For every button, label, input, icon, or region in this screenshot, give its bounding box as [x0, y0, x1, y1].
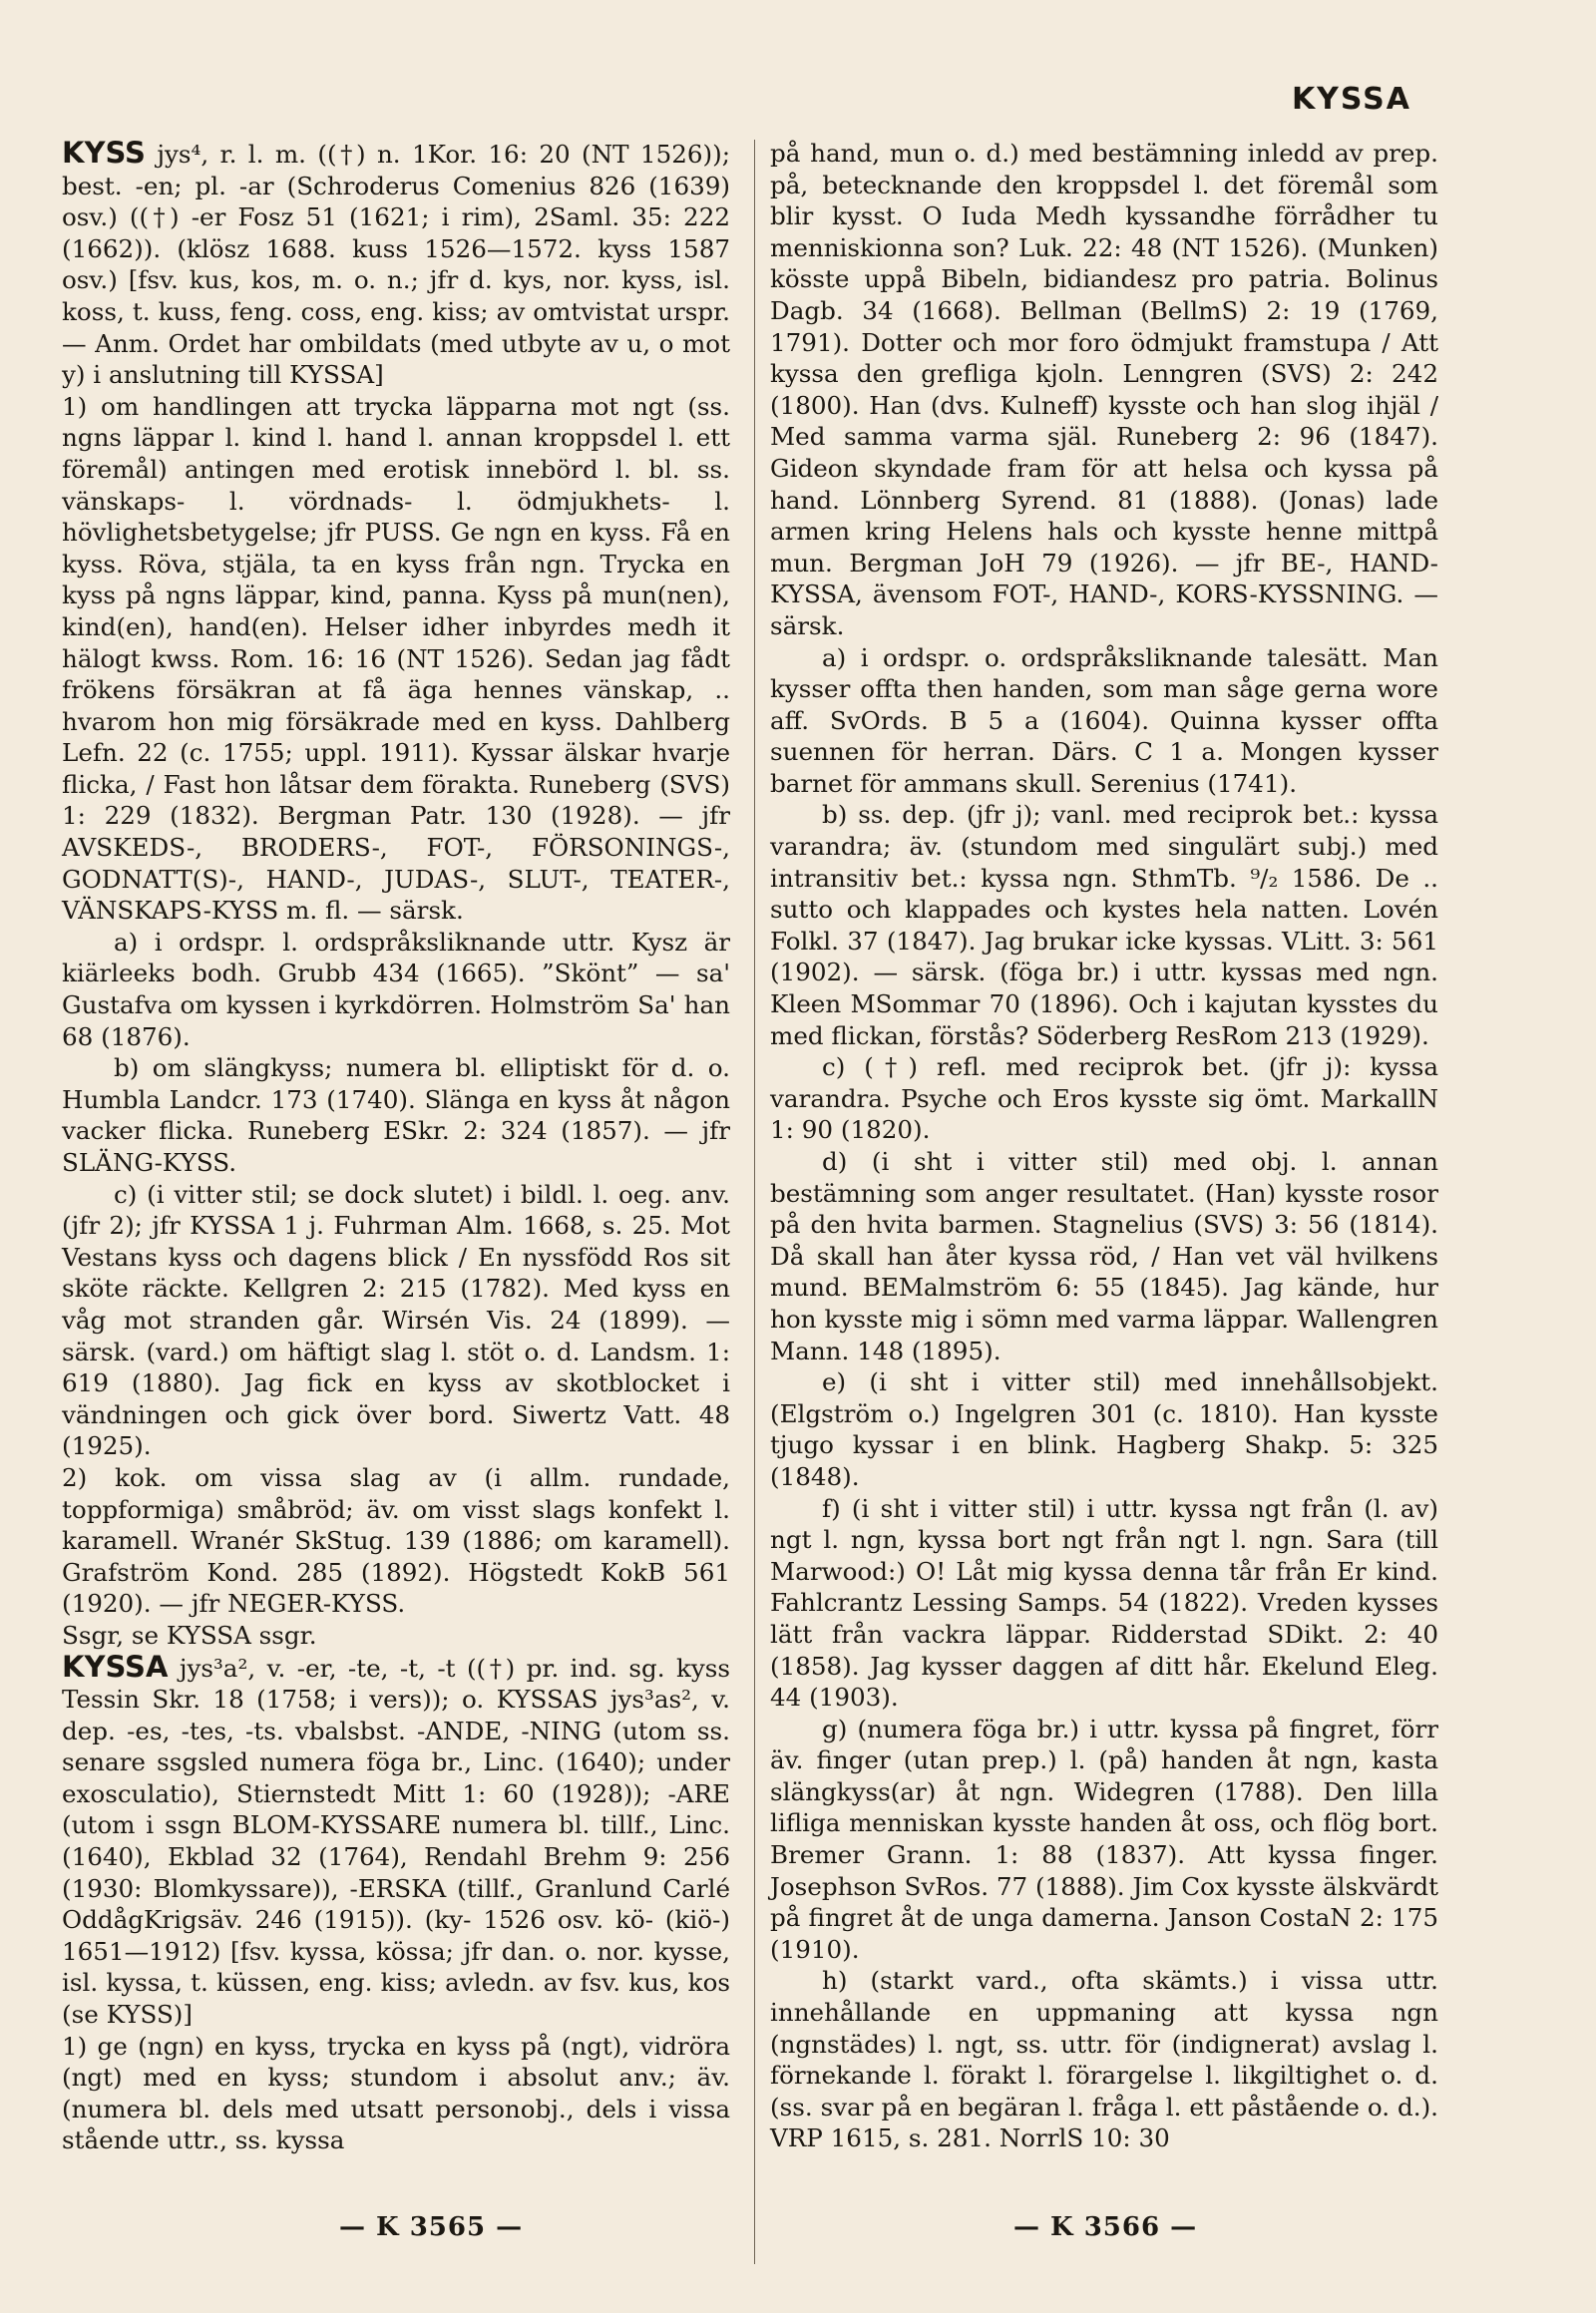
entry-kyss-sense-1: 1) om handlingen att trycka läpparna mot ngt (ss. ngns läppar l. kind l. hand l. annan kroppsdel l. ett föremål) antingen med erotisk innebörd l. bl. ss. vänskaps- l. vördnads- l. ödmjukhets- l. hövlighetsbetygelse; jfr PUSS. Ge ngn en kyss. Få en kyss. Röva, stjäla, ta en kyss från ngn. Trycka en kyss på ngns läppar, kind, panna. Kyss på mun(nen), kind(en), hand(en). Helser idher inbyrdes medh it hälogt kwss. Rom. 16: 16 (NT 1526). Sedan jag fådt frökens försäkran at få äga hennes vänskap, .. hvarom hon mig försäkrade med en kyss. Dahlberg Lefn. 22 (c. 1755; uppl. 1911). Kyssar älskar hvarje flicka, / Fast hon låtsar dem förakta. Runeberg (SVS) 1: 229 (1832). Bergman Patr. 130 (1928). — jfr AVSKEDS-, BRODERS-, FOT-, FÖRSONINGS-, GODNATT(S)-, HAND-, JUDAS-, SLUT-, TEATER-, VÄNSKAPS-KYSS m. fl. — särsk.	[62, 391, 730, 926]
entry-kyssa-sense-1h: h) (starkt vard., ofta skämts.) i vissa uttr. innehållande en uppmaning att kyssa ngn (ngnstädes) l. ngt, ss. uttr. för (indignerat) avslag l. förnekande l. förakt l. förargelse l. likgiltighet o. d. (ss. svar på en begäran l. fråga l. ett påstående o. d.). VRP 1615, s. 281. NorrlS 10: 30	[770, 1966, 1438, 2153]
entry-kyss-etymology: jys⁴, r. l. m. ((†) n. 1Kor. 16: 20 (NT 1526)); best. -en; pl. -ar (Schroderus Comenius 826 (1639) osv.) ((†) -er Fosz 51 (1621; i rim), 2Saml. 35: 222 (1662)). (klösz 1688. kuss 1526—1572. kyss 1587 osv.) [fsv. kus, kos, m. o. n.; jfr d. kys, nor. kyss, isl. koss, t. kuss, feng. coss, eng. kiss; av omtvistat urspr. — Anm. Ordet har ombildats (med utbyte av u, o mot y) i anslutning till KYSSA]	[62, 140, 730, 390]
running-head: KYSSA	[1291, 82, 1411, 117]
right-page-number: — K 3566 —	[1013, 2212, 1198, 2242]
entry-kyssa-sense-1a: a) i ordspr. o. ordspråksliknande talesätt. Man kysser offta then handen, som man såge gerna wore aff. SvOrds. B 5 a (1604). Quinna kysser offta suennen för herran. Därs. C 1 a. Mongen kysser barnet för ammans skull. Serenius (1741).	[770, 642, 1438, 798]
entry-kyss-compounds: Ssgr, se KYSSA ssgr.	[62, 1620, 317, 1650]
entry-kyssa-sense-1: 1) ge (ngn) en kyss, trycka en kyss på (ngt), vidröra (ngt) med en kyss; stundom i absolut anv.; äv. (numera bl. dels med utsatt personobj., dels i vissa stående uttr., ss. kyssa	[62, 2031, 730, 2155]
left-page-number: — K 3565 —	[339, 2212, 524, 2242]
column-divider	[754, 140, 755, 2264]
headword-kyss: KYSS	[62, 136, 146, 170]
entry-kyssa-etymology: jys³a², v. -er, -te, -t, -t ((†) pr. ind. sg. kyss Tessin Skr. 18 (1758; i vers)); o. KYSSAS jys³as², v. dep. -es, -tes, -ts. vbalsbst. -ANDE, -NING (utom ss. senare ssgsled numera föga br., Linc. (1640); under exosculatio), Stiernstedt Mitt 1: 60 (1928)); -ARE (utom i ssgn BLOM-KYSSARE numera bl. tillf., Linc. (1640), Ekblad 32 (1764), Rendahl Brehm 9: 256 (1930: Blomkyssare)), -ERSKA (tillf., Granlund Carlé OddågKrigsäv. 246 (1915)). (ky- 1526 osv. kö- (kiö-) 1651—1912) [fsv. kyssa, kössa; jfr dan. o. nor. kysse, isl. kyssa, t. küssen, eng. kiss; avledn. av fsv. kus, kos (se KYSS)]	[62, 1653, 730, 2030]
entry-kyssa-sense-1b: b) ss. dep. (jfr j); vanl. med reciprok bet.: kyssa varandra; äv. (stundom med singulärt subj.) med intransitiv bet.: kyssa ngn. SthmTb. ⁹/₂ 1586. De .. sutto och klappades och kystes hela natten. Lovén Folkl. 37 (1847). Jag brukar icke kyssas. VLitt. 3: 561 (1902). — särsk. (föga br.) i uttr. kyssas med ngn. Kleen MSommar 70 (1896). Och i kajutan kysstes du med flickan, förstås? Söderberg ResRom 213 (1929).	[770, 800, 1438, 1050]
headword-kyssa: KYSSA	[62, 1649, 169, 1684]
entry-kyssa-head	[62, 1649, 730, 2031]
entry-kyssa-sense-1c: c) (†) refl. med reciprok bet. (jfr j): kyssa varandra. Psyche och Eros kysste sig ömt. MarkallN 1: 90 (1820).	[770, 1052, 1438, 1145]
entry-kyssa-sense-1g: g) (numera föga br.) i uttr. kyssa på fingret, förr äv. finger (utan prep.) l. (på) handen åt ngn, kasta slängkyss(ar) åt ngn. Widegren (1788). Den lilla lifliga menniskan kysste handen åt oss, och flög bort. Bremer Grann. 1: 88 (1837). Att kyssa finger. Josephson SvRos. 77 (1888). Jim Cox kysste älskvärdt på fingret åt de unga damerna. Janson CostaN 2: 175 (1910).	[770, 1714, 1438, 1964]
entry-kyssa-sense-1d: d) (i sht i vitter stil) med obj. l. annan bestämning som anger resultatet. (Han) kysste rosor på den hvita barmen. Stagnelius (SVS) 3: 56 (1814). Då skall han åter kyssa röd, / Han vet väl hvilkens mund. BEMalmström 6: 55 (1845). Jag kände, hur hon kysste mig i sömn med varma läppar. Wallengren Mann. 148 (1895).	[770, 1147, 1438, 1365]
entry-kyss-sense-2: 2) kok. om vissa slag av (i allm. rundade, toppformiga) småbröd; äv. om visst slags konfekt l. karamell. Wranér SkStug. 139 (1886; om karamell). Grafström Kond. 285 (1892). Högstedt KokB 561 (1920). — jfr NEGER-KYSS.	[62, 1462, 730, 1619]
entry-kyss-sense-1c: c) (i vitter stil; se dock slutet) i bildl. l. oeg. anv. (jfr 2); jfr KYSSA 1 j. Fuhrman Alm. 1668, s. 25. Mot Vestans kyss och dagens blick / En nyssfödd Ros sit sköte räckte. Kellgren 2: 215 (1782). Med kyss en våg mot stranden går. Wirsén Vis. 24 (1899). — särsk. (vard.) om häftigt slag l. stöt o. d. Landsm. 1: 619 (1880). Jag fick en kyss av skotblocket i vändningen och gick över bord. Siwertz Vatt. 48 (1925).	[62, 1179, 730, 1461]
entry-kyssa-sense-1f: f) (i sht i vitter stil) i uttr. kyssa ngt från (l. av) ngt l. ngn, kyssa bort ngt från ngt l. ngn. Sara (till Marwood:) O! Låt mig kyssa denna tår från Er kind. Fahlcrantz Lessing Samps. 54 (1822). Vreden kysses lätt från vackra läppar. Ridderstad SDikt. 2: 40 (1858). Jag kysser daggen af ditt hår. Ekelund Eleg. 44 (1903).	[770, 1493, 1438, 1713]
entry-kyss-sense-1a: a) i ordspr. l. ordspråksliknande uttr. Kysz är kiärleeks bodh. Grubb 434 (1665). ”Skönt” — sa' Gustafva om kyssen i kyrkdörren. Holmström Sa' han 68 (1876).	[62, 927, 730, 1051]
left-column	[62, 138, 730, 2156]
entry-kyss-sense-1b: b) om slängkyss; numera bl. elliptiskt för d. o. Humbla Landcr. 173 (1740). Slänga en kyss åt någon vacker flicka. Runeberg ESkr. 2: 324 (1857). — jfr SLÄNG-KYSS.	[62, 1053, 730, 1177]
entry-kyss-head	[62, 138, 730, 391]
entry-kyssa-sense-1e: e) (i sht i vitter stil) med innehållsobjekt. (Elgström o.) Ingelgren 301 (c. 1810). Han kysste tjugo kyssar i en blink. Hagberg Shakp. 5: 325 (1848).	[770, 1367, 1438, 1491]
right-column	[770, 138, 1438, 2154]
entry-kyssa-sense-1-cont: på hand, mun o. d.) med bestämning inledd av prep. på, betecknande den kroppsdel l. det föremål som blir kysst. O Iuda Medh kyssandhe förrådher tu menniskionna son? Luk. 22: 48 (NT 1526). (Munken) kösste uppå Bibeln, bidiandesz pro patria. Bolinus Dagb. 34 (1668). Bellman (BellmS) 2: 19 (1769, 1791). Dotter och mor foro ödmjukt framstupa / Att kyssa den grefliga kjoln. Lenngren (SVS) 2: 242 (1800). Han (dvs. Kulneff) kysste och han slog ihjäl / Med samma varma själ. Runeberg 2: 96 (1847). Gideon skyndade fram för att helsa och kyssa på hand. Lönnberg Syrend. 81 (1888). (Jonas) lade armen kring Helens hals och kysste henne mittpå mun. Bergman JoH 79 (1926). — jfr BE-, HAND-KYSSA, ävensom FOT-, HAND-, KORS-KYSSNING. — särsk.	[770, 139, 1438, 640]
